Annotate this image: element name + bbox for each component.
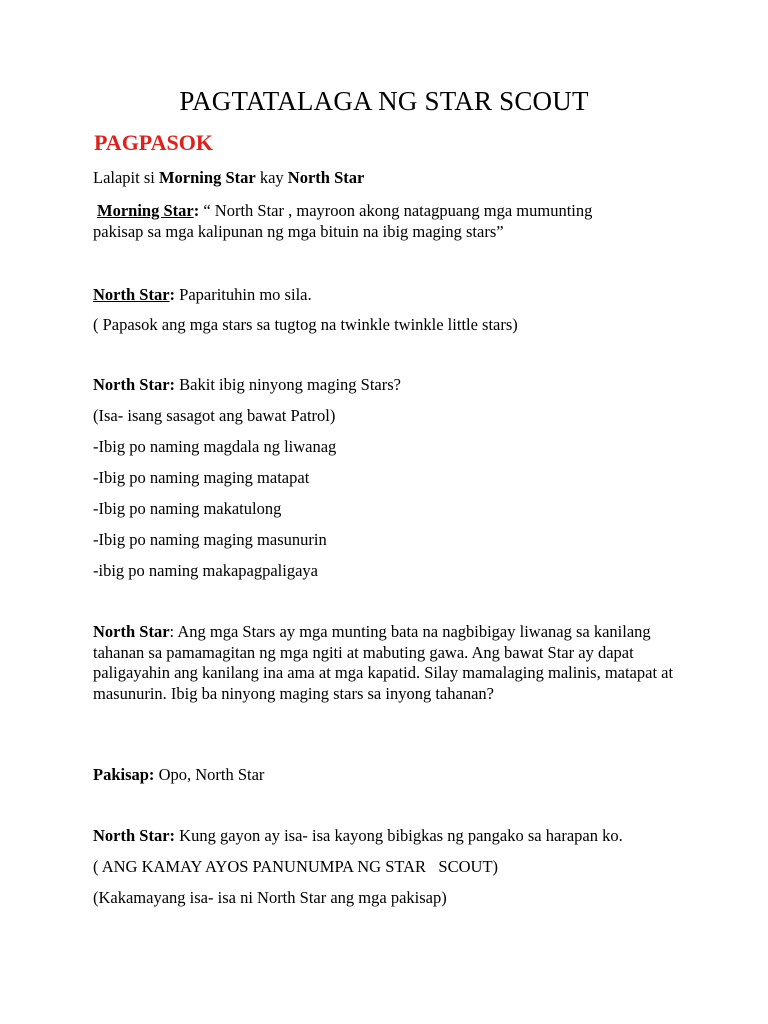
reply-text: Opo, North Star xyxy=(154,765,265,784)
pakisap-reply xyxy=(93,764,264,785)
intro-line xyxy=(93,167,364,188)
oath-text: Kung gayon ay isa- isa kayong bibigkas ng pangako sa harapan ko. xyxy=(175,826,623,845)
speaker-pakisap: Pakisap: xyxy=(93,765,155,784)
morning-star-text-1: “ North Star , mayroon akong natagpuang mga mumunting xyxy=(199,201,593,220)
answer-item: -Ibig po naming makatulong xyxy=(93,499,282,518)
answer-item: -Ibig po naming magdala ng liwanag xyxy=(93,437,337,456)
intro-prefix: Lalapit si xyxy=(93,168,159,187)
answer-item: -Ibig po naming maging matapat xyxy=(93,468,310,487)
answer-item: -Ibig po naming maging masunurin xyxy=(93,530,327,549)
speaker-north-star: North Star xyxy=(93,285,170,304)
speaker-morning-star: Morning Star xyxy=(158,168,256,187)
north-star-text-1: Paparituhin mo sila. xyxy=(175,285,312,304)
speech-text: : Ang mga Stars ay mga munting bata na nagbibigay liwanag sa kanilang tahanan sa pamamagitan ng mga ngiti at mabuting gawa. Ang bawat Star ay dapat paligayahin ang kanilang ina ama at mga kapatid. Silay mamalaging malinis, matapat at masunurin. Ibig ba ninyong maging stars sa inyong tahanan? xyxy=(93,622,674,703)
section-heading: PAGPASOK xyxy=(94,130,213,155)
speaker-colon: : xyxy=(193,201,200,220)
patrol-note: (Isa- isang sasagot ang bawat Patrol) xyxy=(93,406,336,425)
answer-item: -ibig po naming makapagpaligaya xyxy=(93,561,318,580)
question-text: Bakit ibig ninyong maging Stars? xyxy=(175,375,401,394)
stage-direction-2: ( ANG KAMAY AYOS PANUNUMPA NG STAR SCOUT) xyxy=(93,857,499,876)
speaker-north-star: North Star xyxy=(93,622,170,641)
document-title: PAGTATALAGA NG STAR SCOUT xyxy=(179,86,589,116)
north-star-oath xyxy=(93,825,623,846)
stage-direction-3: (Kakamayang isa- isa ni North Star ang mga pakisap) xyxy=(93,888,447,907)
speaker-colon: : xyxy=(169,285,176,304)
stage-direction-1: ( Papasok ang mga stars sa tugtog na twinkle twinkle little stars) xyxy=(93,315,518,334)
speaker-north-star: North Star xyxy=(287,168,365,187)
speaker-north-star: North Star: xyxy=(93,375,176,394)
speaker-north-star: North Star: xyxy=(93,826,176,845)
speaker-morning-star: Morning Star xyxy=(97,201,194,220)
intro-middle: kay xyxy=(255,168,288,187)
morning-star-line-2: pakisap sa mga kalipunan ng mga bituin na ibig maging stars” xyxy=(93,222,504,241)
morning-star-line-1 xyxy=(97,200,592,221)
north-star-question xyxy=(93,374,401,395)
north-star-speech xyxy=(93,622,693,704)
north-star-line-1 xyxy=(93,284,312,305)
